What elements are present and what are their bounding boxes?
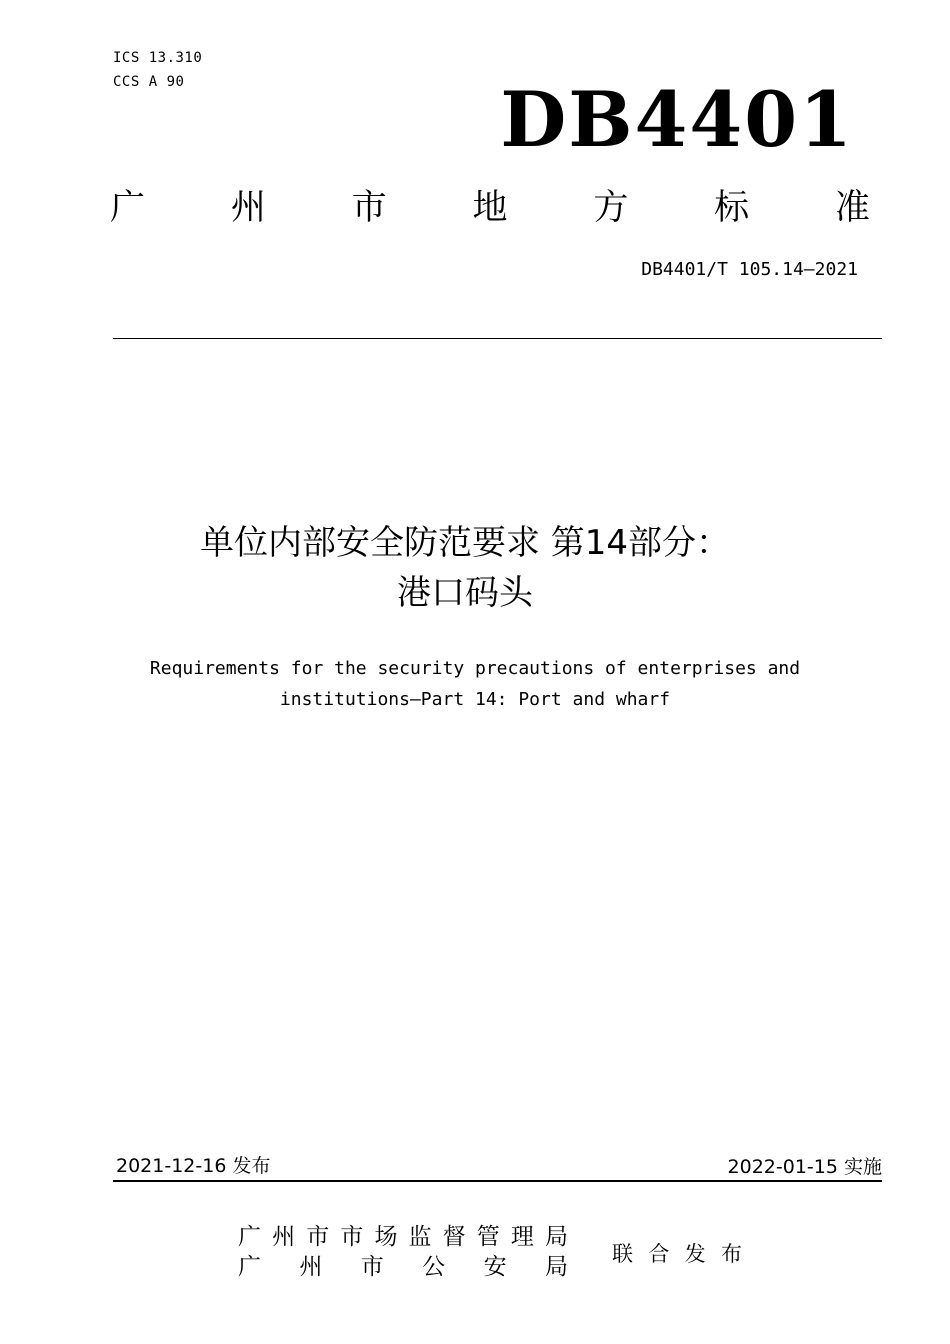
issuer-market-regulation (238, 1222, 568, 1252)
issuer-char: 督 (442, 1224, 466, 1250)
title-english-line-1: Requirements for the security precautions of enterprises and (149, 658, 801, 679)
db-logo: DB4401 (500, 75, 854, 164)
joint-release-char: 布 (720, 1242, 742, 1266)
issuer-char: 广 (238, 1224, 261, 1250)
joint-release-char: 联 (612, 1242, 633, 1266)
issuer-char: 管 (476, 1224, 500, 1250)
title-english-line-2: institutions—Part 14: Port and wharf (279, 689, 671, 710)
ics-code: ICS 13.310 (113, 50, 203, 66)
issuer-char: 广 (238, 1254, 261, 1280)
issuing-authorities (238, 1222, 568, 1282)
issuer-char: 安 (483, 1254, 507, 1280)
title-chinese-line-1: 单位内部安全防范要求 第14部分： (199, 523, 731, 563)
footer-divider (113, 1180, 882, 1182)
title-chinese (0, 518, 930, 618)
header-divider (113, 338, 882, 339)
issuer-char: 市 (306, 1224, 330, 1250)
issuer-char: 州 (272, 1224, 296, 1250)
title-chinese-line-2: 港口码头 (397, 573, 533, 613)
standard-type-char: 市 (351, 188, 387, 228)
joint-release-char: 合 (648, 1242, 670, 1266)
issuer-public-security (238, 1252, 568, 1282)
issuer-char: 局 (544, 1224, 568, 1250)
implement-date: 2022-01-15 实施 (727, 1156, 882, 1178)
standard-type-char: 标 (714, 188, 750, 228)
issuer-char: 局 (544, 1254, 568, 1280)
standard-type-char: 地 (472, 188, 508, 228)
standard-code: DB4401/T 105.14—2021 (641, 259, 858, 280)
joint-release-char: 发 (684, 1242, 706, 1266)
joint-release (612, 1240, 742, 1268)
standard-type-char: 州 (230, 188, 266, 228)
standard-type (110, 186, 870, 230)
title-english (0, 653, 950, 715)
issuer-char: 监 (408, 1224, 432, 1250)
standard-type-char: 准 (834, 188, 870, 228)
ccs-code: CCS A 90 (113, 74, 185, 90)
issuer-char: 市 (340, 1224, 364, 1250)
standard-type-char: 广 (110, 188, 146, 228)
issuer-char: 场 (374, 1224, 398, 1250)
issuer-char: 市 (360, 1254, 384, 1280)
issuer-char: 州 (299, 1254, 323, 1280)
issuer-char: 公 (422, 1254, 446, 1280)
standard-type-char: 方 (593, 188, 629, 228)
issuer-char: 理 (510, 1224, 534, 1250)
publish-date: 2021-12-16 发布 (116, 1155, 271, 1177)
